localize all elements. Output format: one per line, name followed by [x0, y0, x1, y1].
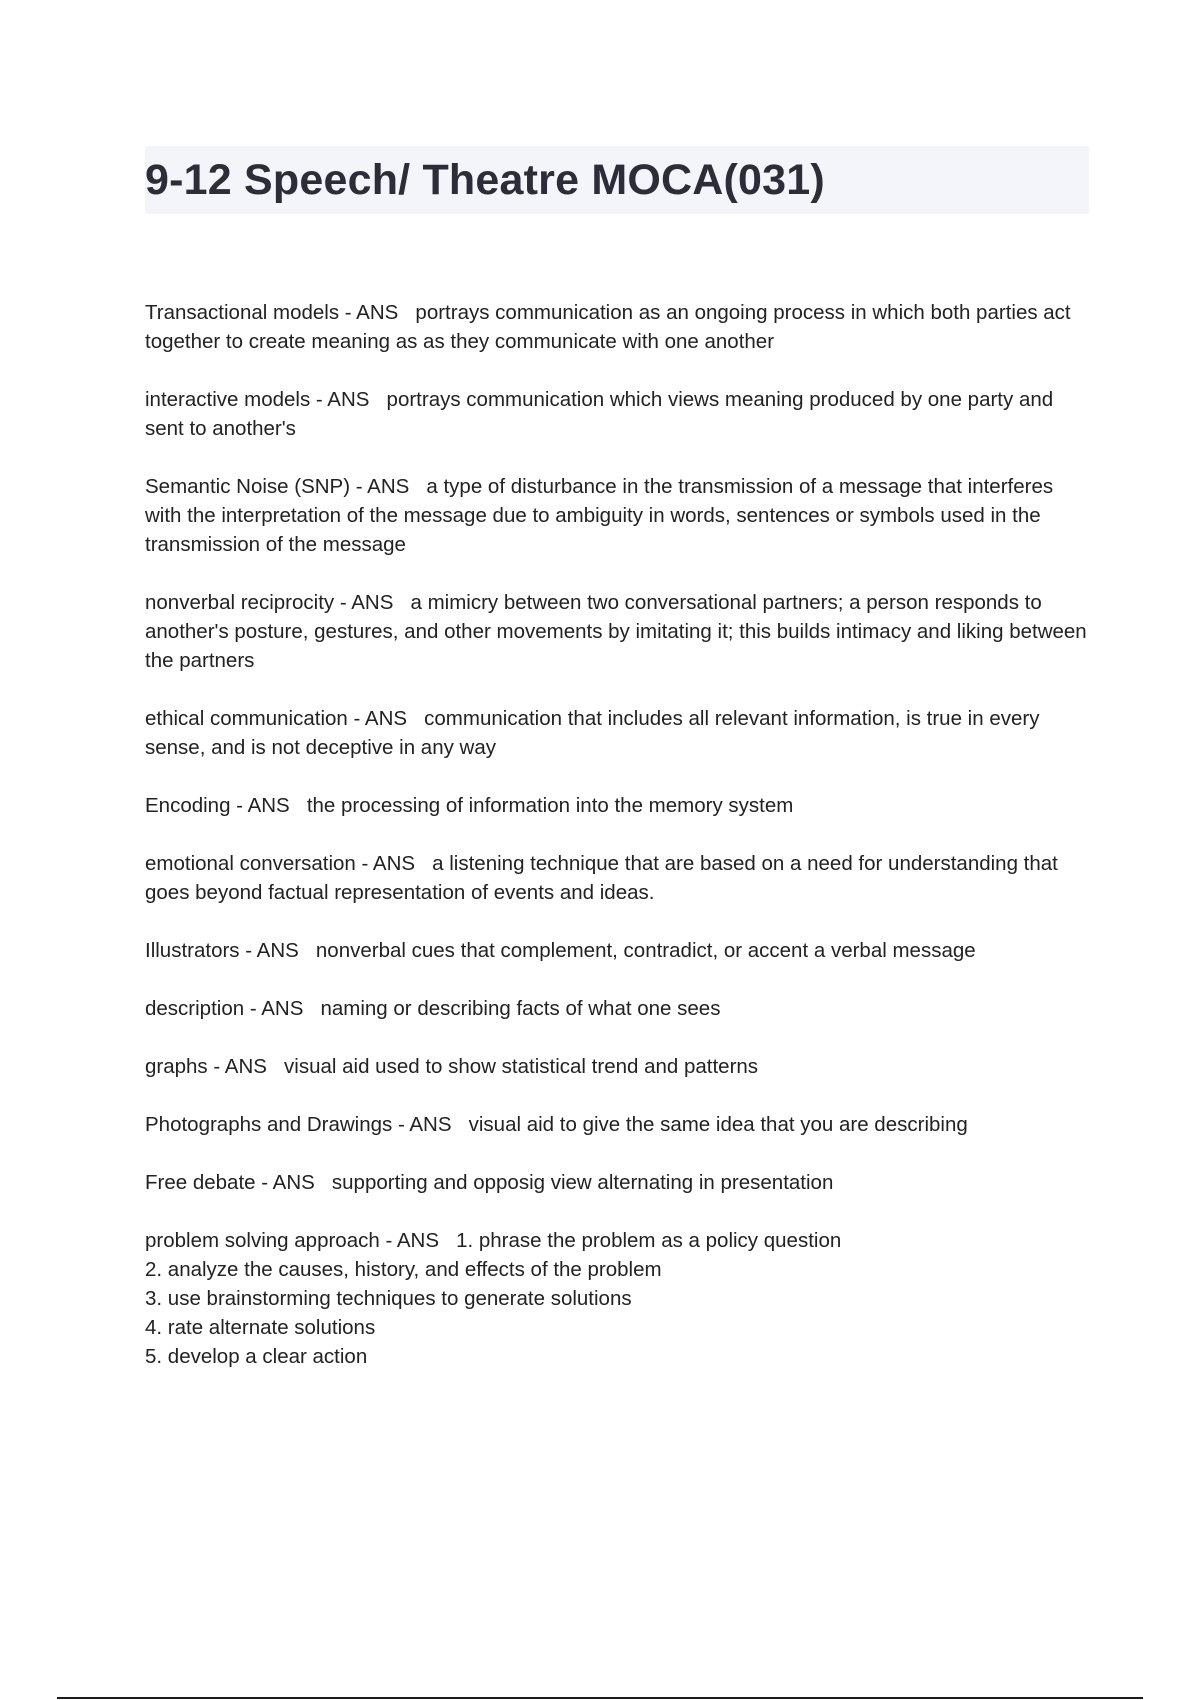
entry-separator: - ANS — [392, 1113, 469, 1136]
flashcard-entry — [145, 385, 1095, 443]
flashcard-entry — [145, 298, 1095, 356]
entry-term: Transactional models — [145, 301, 340, 324]
flashcard-entry — [145, 704, 1095, 762]
entry-definition: visual aid to give the same idea that you are describing — [468, 1113, 968, 1136]
entry-separator: - ANS — [239, 939, 316, 962]
entry-separator: - ANS — [207, 1055, 285, 1078]
flashcard-entry — [145, 1168, 1095, 1197]
entry-definition: the processing of information into the memory system — [306, 794, 794, 817]
entry-definition: naming or describing facts of what one sees — [320, 997, 721, 1020]
flashcard-entry — [145, 472, 1095, 559]
flashcard-entry — [145, 1110, 1095, 1139]
title-band — [145, 146, 1089, 214]
flashcard-entry — [145, 1226, 1095, 1371]
entry-term: nonverbal reciprocity — [145, 591, 335, 614]
entry-separator: - ANS — [230, 794, 307, 817]
entry-separator: - ANS — [379, 1229, 457, 1252]
footer-rule — [57, 1697, 1143, 1699]
entry-step: 5. develop a clear action — [145, 1345, 368, 1368]
entry-separator: - ANS — [310, 388, 387, 411]
flashcard-entry — [145, 791, 1095, 820]
entry-definition: supporting and opposig view alternating in presentation — [331, 1171, 834, 1194]
entry-first-line — [145, 1226, 1095, 1255]
entry-definition: 1. phrase the problem as a policy question — [456, 1229, 842, 1252]
entry-definition: a mimicry between two conversational partners; a person responds to another's posture, gestures, and other movements by imitating it; this builds intimacy and liking between the partners — [145, 591, 1087, 672]
entry-separator: - ANS — [255, 1171, 332, 1194]
entry-term: Semantic Noise (SNP) — [145, 475, 351, 498]
entry-step: 2. analyze the causes, history, and effects of the problem — [145, 1258, 662, 1281]
flashcard-entry — [145, 588, 1095, 675]
page-title: 9-12 Speech/ Theatre MOCA(031) — [145, 156, 825, 204]
entry-term: interactive models — [145, 388, 311, 411]
entry-step: 3. use brainstorming techniques to generate solutions — [145, 1287, 632, 1310]
entry-definition: communication that includes all relevant information, is true in every sense, and is not deceptive in any way — [145, 707, 1040, 759]
entry-term: description — [145, 997, 245, 1020]
entry-separator: - ANS — [334, 591, 411, 614]
entry-separator: - ANS — [350, 475, 427, 498]
entry-term: Encoding — [145, 794, 231, 817]
entry-term: Free debate — [145, 1171, 256, 1194]
flashcard-entry — [145, 994, 1095, 1023]
entry-definition: visual aid used to show statistical trend and patterns — [284, 1055, 759, 1078]
entry-definition: portrays communication which views meaning produced by one party and sent to another's — [145, 388, 1054, 440]
entry-separator: - ANS — [347, 707, 425, 730]
entry-term: emotional conversation — [145, 852, 356, 875]
flashcard-entry — [145, 1052, 1095, 1081]
entry-definition: a type of disturbance in the transmission of a message that interferes with the interpretation of the message due to ambiguity in words, sentences or symbols used in the transmission of the message — [145, 475, 1054, 556]
entry-definition: nonverbal cues that complement, contradict, or accent a verbal message — [315, 939, 976, 962]
flashcard-entry — [145, 849, 1095, 907]
entry-separator: - ANS — [355, 852, 433, 875]
flashcard-list — [145, 298, 1095, 1400]
entry-definition: a listening technique that are based on a need for understanding that goes beyond factual representation of events and ideas. — [145, 852, 1058, 904]
entry-term: Illustrators — [145, 939, 240, 962]
entry-separator: - ANS — [339, 301, 416, 324]
entry-term: problem solving approach — [145, 1229, 380, 1252]
entry-term: graphs — [145, 1055, 208, 1078]
entry-definition: portrays communication as an ongoing process in which both parties act together to create meaning as as they communicate with one another — [145, 301, 1071, 353]
entry-step: 4. rate alternate solutions — [145, 1316, 376, 1339]
flashcard-entry — [145, 936, 1095, 965]
entry-term: ethical communication — [145, 707, 348, 730]
entry-term: Photographs and Drawings — [145, 1113, 393, 1136]
entry-separator: - ANS — [244, 997, 321, 1020]
